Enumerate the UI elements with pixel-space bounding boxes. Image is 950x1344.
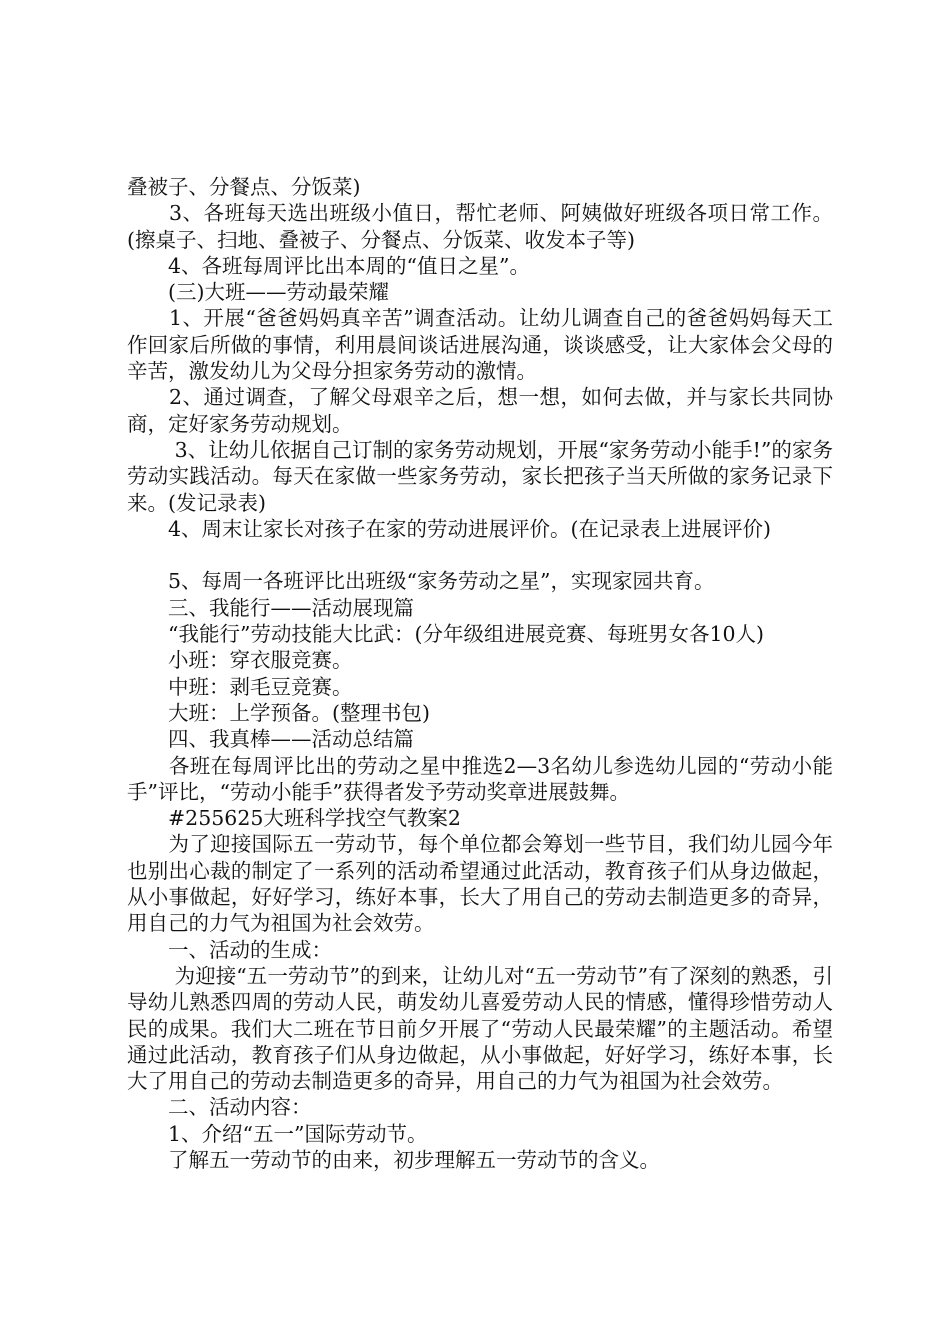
paragraph: 1、开展“爸爸妈妈真辛苦”调查活动。让幼儿调查自己的爸爸妈妈每天工作回家后所做的事情，利用晨间谈话进展沟通，谈谈感受，让大家体会父母的辛苦，激发幼儿为父母分担家务劳动的激情。: [127, 306, 833, 384]
paragraph: 各班在每周评比出的劳动之星中推选2—3名幼儿参选幼儿园的“劳动小能手”评比，“劳动小能手”获得者发予劳动奖章进展鼓舞。: [127, 753, 833, 804]
section-heading: 三、我能行——活动展现篇: [127, 595, 414, 620]
paragraph: 小班：穿衣服竞赛。: [127, 648, 353, 673]
blank-line: [127, 542, 833, 568]
paragraph: 叠被子、分餐点、分饭菜): [127, 175, 361, 199]
paragraph: 5、每周一各班评比出班级“家务劳动之星”，实现家园共育。: [127, 569, 715, 594]
paragraph: 2、通过调查，了解父母艰辛之后，想一想，如何去做，并与家长共同协商，定好家务劳动规划。: [127, 385, 833, 436]
paragraph: 3、让幼儿依据自己订制的家务劳动规划，开展“家务劳动小能手!”的家务劳动实践活动。每天在家做一些家务劳动，家长把孩子当天所做的家务记录下来。(发记录表): [127, 437, 833, 515]
section-heading: 四、我真棒——活动总结篇: [127, 727, 414, 752]
paragraph: 4、各班每周评比出本周的“值日之星”。: [127, 253, 531, 278]
document-title: #255625大班科学找空气教案2: [127, 806, 461, 831]
paragraph: 大班：上学预备。(整理书包): [127, 700, 430, 725]
paragraph: 1、介绍“五一”国际劳动节。: [127, 1121, 428, 1146]
section-heading: 二、活动内容：: [127, 1095, 312, 1120]
paragraph: 为了迎接国际五一劳动节，每个单位都会筹划一些节目，我们幼儿园今年也别出心裁的制定了一系列的活动希望通过此活动，教育孩子们从身边做起，从小事做起，好好学习，练好本事，长大了用自己的劳动去制造更多的奇异，用自己的力气为祖国为社会效劳。: [127, 832, 833, 936]
paragraph: “我能行”劳动技能大比武：(分年级组进展竞赛、每班男女各10人): [127, 622, 765, 647]
section-heading: (三)大班——劳动最荣耀: [127, 280, 389, 305]
paragraph: 4、周末让家长对孩子在家的劳动进展评价。(在记录表上进展评价): [127, 516, 772, 541]
paragraph: 3、各班每天选出班级小值日，帮忙老师、阿姨做好班级各项日常工作。(擦桌子、扫地、叠被子、分餐点、分饭菜、收发本子等): [127, 201, 833, 252]
section-heading: 一、活动的生成：: [127, 937, 332, 962]
paragraph: 为迎接“五一劳动节”的到来，让幼儿对“五一劳动节”有了深刻的熟悉，引导幼儿熟悉四周的劳动人民，萌发幼儿喜爱劳动人民的情感，懂得珍惜劳动人民的成果。我们大二班在节日前夕开展了“劳动人民最荣耀”的主题活动。希望通过此活动，教育孩子们从身边做起，从小事做起，好好学习，练好本事，长大了用自己的劳动去制造更多的奇异，用自己的力气为祖国为社会效劳。: [127, 963, 833, 1094]
paragraph: 中班：剥毛豆竞赛。: [127, 674, 353, 699]
paragraph: 了解五一劳动节的由来，初步理解五一劳动节的含义。: [127, 1147, 660, 1172]
document-body: [127, 174, 833, 1173]
